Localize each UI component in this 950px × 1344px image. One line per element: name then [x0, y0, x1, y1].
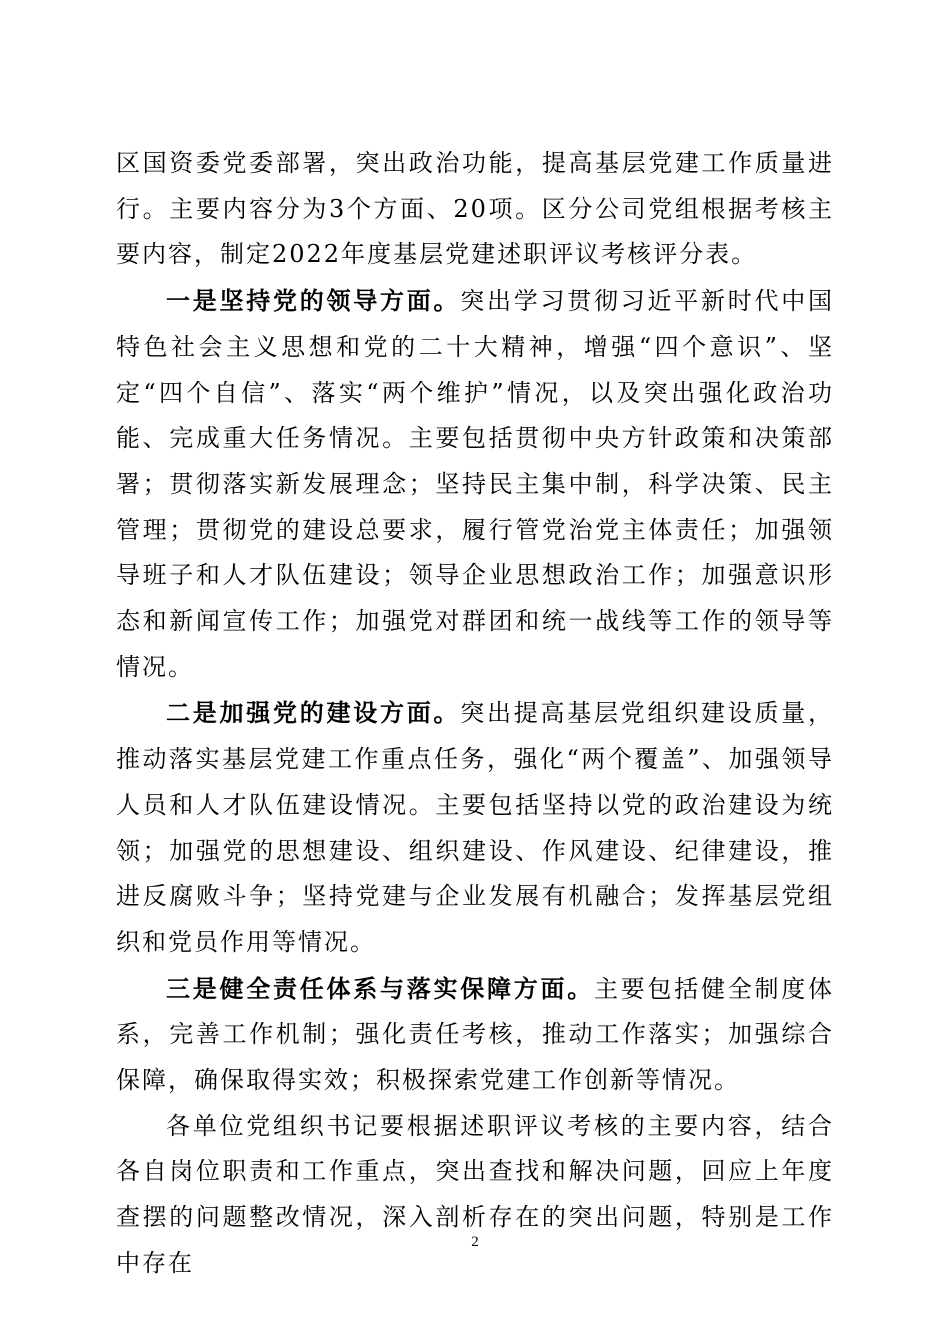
- paragraph-party-leadership: [116, 278, 834, 690]
- document-body: [116, 141, 834, 1287]
- paragraph-heading: 一是坚持党的领导方面。: [166, 286, 461, 316]
- page-number: 2: [471, 1234, 479, 1250]
- paragraph-heading: 二是加强党的建设方面。: [166, 698, 461, 728]
- paragraph-text: 突出提高基层党组织建设质量，推动落实基层党建工作重点任务，强化“两个覆盖”、加强领导人员和人才队伍建设情况。主要包括坚持以党的政治建设为统领；加强党的思想建设、组织建设、作风建设、纪律建设，推进反腐败斗争；坚持党建与企业发展有机融合；发挥基层党组织和党员作用等情况。: [116, 699, 834, 956]
- paragraph-text: 突出学习贯彻习近平新时代中国特色社会主义思想和党的二十大精神，增强“四个意识”、坚定“四个自信”、落实“两个维护”情况，以及突出强化政治功能、完成重大任务情况。主要包括贯彻中央方针政策和决策部署；贯彻落实新发展理念；坚持民主集中制，科学决策、民主管理；贯彻党的建设总要求，履行管党治党主体责任；加强领导班子和人才队伍建设；领导企业思想政治工作；加强意识形态和新闻宣传工作；加强党对群团和统一战线等工作的领导等情况。: [116, 287, 834, 681]
- paragraph-intro: [116, 141, 834, 278]
- paragraph-text: 区国资委党委部署，突出政治功能，提高基层党建工作质量进行。主要内容分为3个方面、20项。区分公司党组根据考核主要内容，制定2022年度基层党建述职评议考核评分表。: [116, 149, 834, 269]
- paragraph-party-building: [116, 690, 834, 965]
- paragraph-text: 各单位党组织书记要根据述职评议考核的主要内容，结合各自岗位职责和工作重点，突出查找和解决问题，回应上年度查摆的问题整改情况，深入剖析存在的突出问题，特别是工作中存在: [116, 1111, 834, 1277]
- paragraph-secretaries: [116, 1104, 834, 1287]
- paragraph-text: 主要包括健全制度体系，完善工作机制；强化责任考核，推动工作落实；加强综合保障，确保取得实效；积极探索党建工作创新等情况。: [116, 974, 834, 1095]
- paragraph-heading: 三是健全责任体系与落实保障方面。: [166, 973, 594, 1003]
- paragraph-responsibility-system: [116, 966, 834, 1104]
